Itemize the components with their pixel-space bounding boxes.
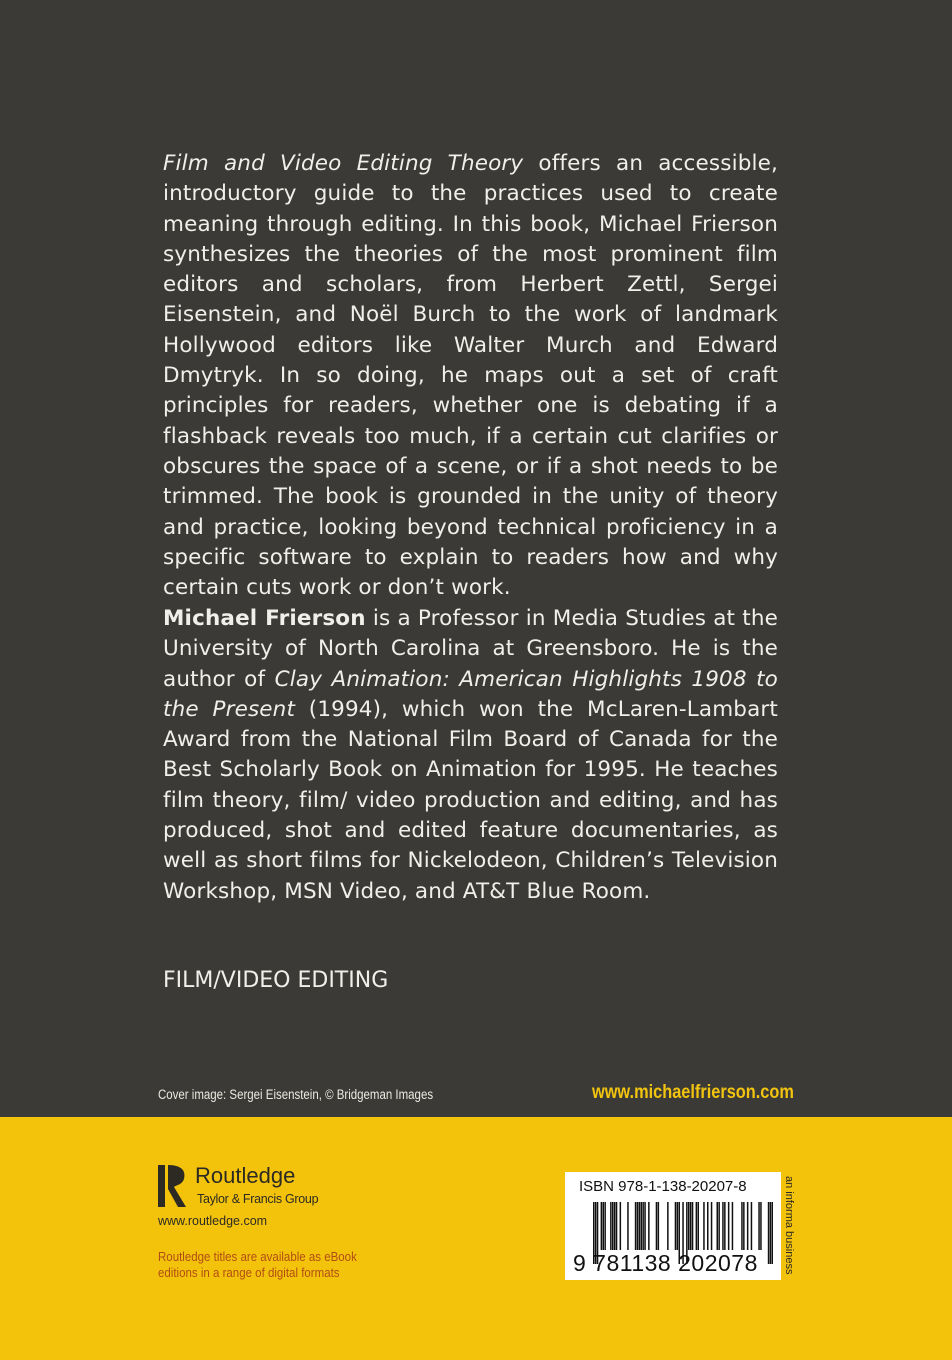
publisher-group: Taylor & Francis Group bbox=[197, 1192, 319, 1206]
barcode-bar bbox=[717, 1202, 719, 1250]
barcode-bar bbox=[612, 1202, 614, 1250]
subject-category: FILM/VIDEO EDITING bbox=[163, 968, 389, 993]
publisher-band bbox=[0, 1117, 952, 1360]
barcode-bar bbox=[770, 1202, 772, 1264]
barcode-bar bbox=[722, 1202, 724, 1250]
author-bio bbox=[163, 604, 778, 907]
informa-tagline: an informa business bbox=[783, 1176, 795, 1275]
author-website-link[interactable]: www.michaelfrierson.com bbox=[592, 1082, 794, 1103]
barcode-number: 9 781138 202078 bbox=[573, 1250, 758, 1276]
barcode-bar bbox=[696, 1202, 698, 1250]
barcode-bar bbox=[772, 1202, 773, 1264]
barcode-bar bbox=[724, 1202, 726, 1250]
routledge-logo-icon bbox=[158, 1163, 188, 1209]
barcode-bar bbox=[741, 1202, 743, 1250]
barcode-bar bbox=[639, 1202, 641, 1250]
text-segment: offers an accessible, introductory guide to the practices used to create meaning through editing. In this book, Michael Frierson synthesizes the theories of the most prominent film editors and scholars, from Herbert Zettl, Sergei Eisenstein, and Noël Burch to the work of landmark Hollywood editors like Walter Murch and Edward Dmytryk. In so doing, he maps out a set of craft principles for readers, whether one is debating if a flashback reveals too much, if a certain cut clarifies or obscures the space of a scene, or if a shot needs to be trimmed. The book is grounded in the unity of theory and practice, looking beyond technical proficiency in a specific software to explain to readers how and why certain cuts work or don’t work. bbox=[163, 151, 778, 601]
isbn-barcode bbox=[565, 1172, 781, 1280]
barcode-bar bbox=[603, 1202, 605, 1250]
barcode-bar bbox=[758, 1202, 760, 1250]
barcode-bar bbox=[743, 1202, 745, 1250]
text-segment: Film and Video Editing Theory bbox=[163, 151, 524, 176]
ebook-note-line: Routledge titles are available as eBook bbox=[158, 1250, 357, 1264]
barcode-bar bbox=[711, 1202, 713, 1250]
barcode-bar bbox=[692, 1202, 694, 1250]
cover-credit: Cover image: Sergei Eisenstein, © Bridgeman Images bbox=[158, 1087, 434, 1102]
barcode-bar bbox=[667, 1202, 669, 1250]
barcode-bar bbox=[644, 1202, 646, 1250]
text-segment: Michael Frierson bbox=[163, 606, 366, 631]
barcode-bar bbox=[616, 1202, 618, 1250]
ebook-note bbox=[158, 1249, 357, 1281]
ebook-note-line: editions in a range of digital formats bbox=[158, 1266, 340, 1280]
barcode-bar bbox=[641, 1202, 643, 1250]
barcode-bar bbox=[728, 1202, 730, 1250]
barcode-bar bbox=[690, 1202, 692, 1250]
isbn-label: ISBN 978-1-138-20207-8 bbox=[579, 1178, 747, 1195]
barcode-bar bbox=[604, 1202, 606, 1250]
barcode-bar bbox=[698, 1202, 700, 1250]
barcode-bar bbox=[635, 1202, 637, 1250]
barcode-bar bbox=[703, 1202, 705, 1250]
barcode-bar bbox=[707, 1202, 709, 1250]
barcode-bar bbox=[627, 1202, 629, 1250]
barcode-bar bbox=[601, 1202, 603, 1250]
barcode-bar bbox=[751, 1202, 753, 1250]
barcode-bar bbox=[768, 1202, 770, 1264]
barcode-bar bbox=[610, 1202, 612, 1250]
barcode-bar bbox=[747, 1202, 749, 1250]
barcode-bar bbox=[656, 1202, 658, 1250]
text-segment: is a Professor in Media Studies at the University of North Carolina at Greensboro. He is the author of bbox=[163, 606, 778, 692]
publisher-url[interactable]: www.routledge.com bbox=[158, 1214, 268, 1228]
barcode-bar bbox=[760, 1202, 762, 1250]
barcode-bar bbox=[642, 1202, 644, 1250]
barcode-bar bbox=[732, 1202, 734, 1250]
barcode-bar bbox=[620, 1202, 622, 1250]
text-segment: Clay Animation: American Highlights 1908 to the Present bbox=[163, 666, 778, 722]
book-description bbox=[163, 149, 778, 603]
barcode-bar bbox=[658, 1202, 660, 1250]
barcode-bar bbox=[675, 1202, 677, 1250]
barcode-bar bbox=[637, 1202, 639, 1250]
barcode-bar bbox=[677, 1202, 679, 1250]
publisher-name: Routledge bbox=[195, 1163, 296, 1188]
barcode-bar bbox=[648, 1202, 650, 1250]
barcode-bar bbox=[614, 1202, 616, 1250]
text-segment: (1994), which won the McLaren-Lambart Award from the National Film Board of Canada for the Best Scholarly Book on Animation for 1995. He teaches film theory, film/ video production and editing, and has produced, shot and edited feature documentaries, as well as short films for Nickelodeon, Children’s Television Workshop, MSN Video, and AT&T Blue Room. bbox=[163, 696, 778, 904]
barcode-bar bbox=[688, 1202, 690, 1250]
barcode-bar bbox=[718, 1202, 720, 1250]
